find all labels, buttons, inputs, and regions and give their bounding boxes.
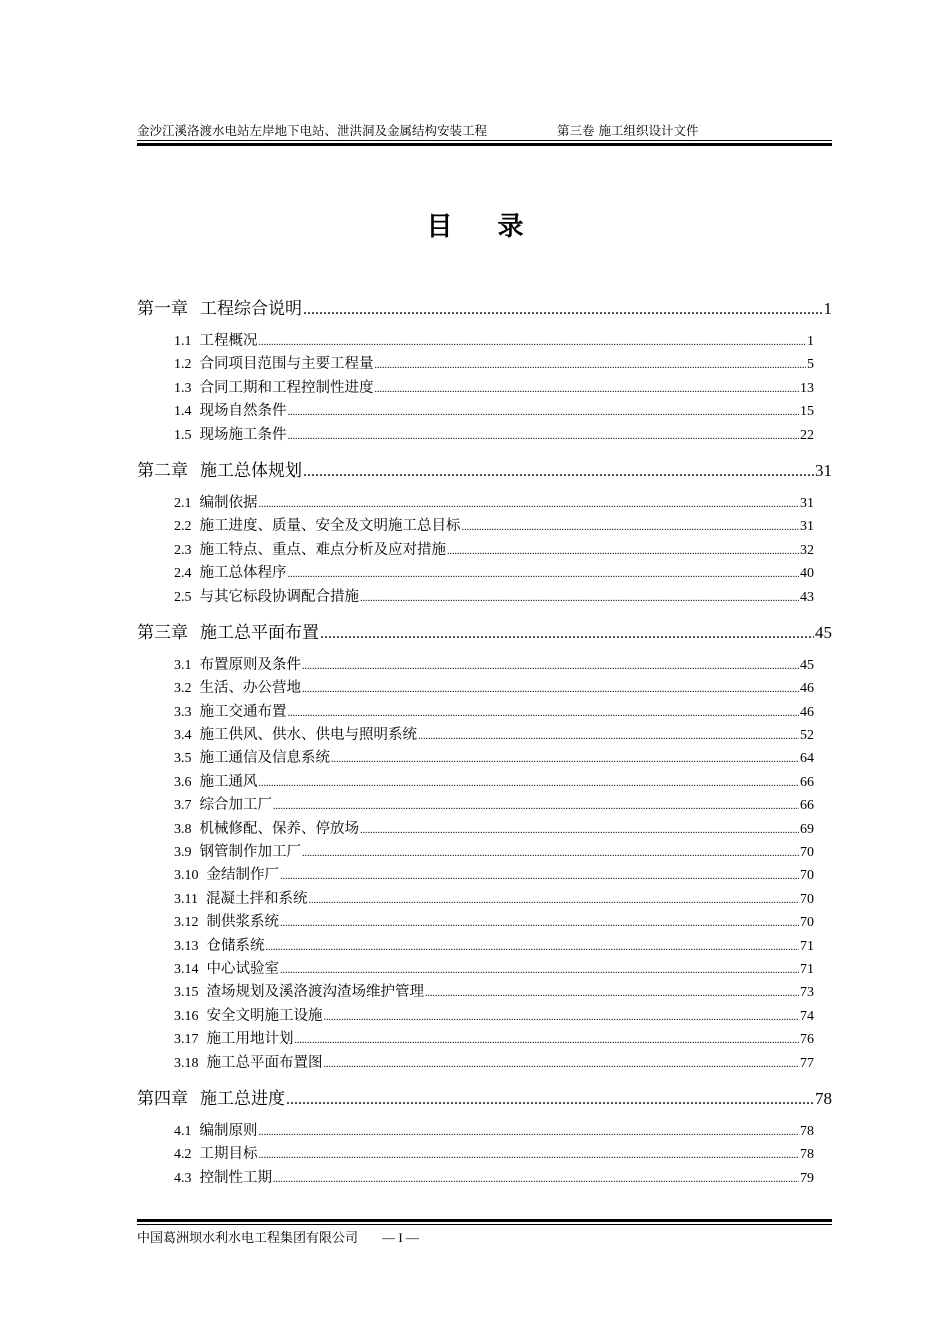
toc-section-number: 3.8 [174, 821, 192, 837]
header-project-title: 金沙江溪洛渡水电站左岸地下电站、泄洪洞及金属结构安装工程 [137, 123, 488, 138]
toc-section-number: 3.4 [174, 728, 192, 744]
toc-section-number: 4.1 [174, 1123, 192, 1139]
toc-section-label: 与其它标段协调配合措施 [199, 588, 359, 605]
toc-section-label: 施工通信及信息系统 [199, 750, 330, 767]
footer-rule-thin [137, 1224, 832, 1225]
toc-section-number: 3.5 [174, 751, 192, 767]
toc-section-label: 控制性工期 [199, 1169, 272, 1186]
toc-leader-dots [425, 988, 799, 999]
toc-section-number: 3.17 [174, 1032, 199, 1048]
toc-section-page: 79 [800, 1170, 814, 1186]
toc-section-label: 工期目标 [199, 1146, 258, 1163]
toc-section-page: 71 [800, 938, 814, 954]
toc-leader-dots [259, 1150, 800, 1161]
toc-leader-dots [320, 625, 814, 643]
toc-chapter-label: 施工总体规划 [200, 460, 302, 481]
toc-section-page: 74 [800, 1008, 814, 1024]
toc-leader-dots [375, 384, 800, 395]
toc-section-page: 73 [800, 985, 814, 1001]
toc-chapter-page: 45 [815, 622, 832, 642]
toc-section-entry[interactable] [137, 746, 832, 769]
toc-leader-dots [302, 684, 799, 695]
toc-section-entry[interactable] [137, 352, 832, 375]
toc-section-entry[interactable] [137, 1142, 832, 1165]
toc-section-entry[interactable] [137, 934, 832, 957]
toc-section-page: 13 [800, 380, 814, 396]
toc-section-number: 2.1 [174, 495, 192, 511]
toc-leader-dots [280, 918, 799, 929]
toc-section-page: 22 [800, 427, 814, 443]
toc-leader-dots [259, 778, 800, 789]
toc-section-page: 64 [800, 751, 814, 767]
toc-section-label: 编制依据 [199, 494, 258, 511]
toc-leader-dots [280, 965, 799, 976]
toc-leader-dots [286, 1091, 814, 1109]
toc-section-entry[interactable] [137, 514, 832, 537]
toc-section-label: 工程概况 [199, 333, 258, 349]
page-title: 目 录 [426, 212, 542, 242]
page-footer [137, 1227, 832, 1246]
toc-section-number: 3.11 [174, 891, 198, 907]
toc-section-label: 安全文明施工设施 [206, 1007, 323, 1024]
toc-section-entry[interactable] [137, 538, 832, 561]
toc-section-label: 合同工期和工程控制性进度 [199, 379, 374, 396]
toc-section-entry[interactable] [137, 585, 832, 608]
toc-section-number: 2.5 [174, 589, 192, 605]
toc-section-number: 3.13 [174, 938, 199, 954]
header-rule-thin [137, 140, 832, 141]
toc-section-label: 现场自然条件 [199, 403, 287, 420]
toc-chapter-page: 1 [823, 299, 832, 318]
toc-section-label: 现场施工条件 [199, 426, 287, 443]
toc-leader-dots [295, 1035, 800, 1046]
toc-section-number: 1.3 [174, 380, 192, 396]
toc-section-label: 合同项目范围与主要工程量 [199, 356, 374, 373]
toc-section-label: 施工供风、供水、供电与照明系统 [199, 727, 417, 744]
toc-section-label: 金结制作厂 [206, 867, 279, 884]
toc-leader-dots [273, 801, 799, 812]
page-header [137, 121, 832, 137]
toc-section-page: 46 [800, 681, 814, 697]
toc-leader-dots [288, 431, 800, 442]
toc-section-number: 3.3 [174, 704, 192, 720]
toc-section-page: 69 [800, 821, 814, 837]
toc-leader-dots [266, 942, 800, 953]
toc-section-page: 45 [800, 657, 814, 673]
toc-section-label: 中心试验室 [206, 960, 279, 977]
toc-leader-dots [308, 895, 799, 906]
toc-section-page: 46 [800, 704, 814, 720]
toc-section-label: 布置原则及条件 [199, 656, 301, 673]
toc-section-number: 3.7 [174, 798, 192, 814]
toc-section-entry[interactable] [137, 723, 832, 746]
toc-section-number: 2.2 [174, 519, 192, 535]
toc-section-page: 52 [800, 728, 814, 744]
toc-section-page: 66 [800, 774, 814, 790]
toc-chapter-spacer [137, 1189, 832, 1199]
toc-section-label: 综合加工厂 [199, 797, 272, 814]
toc-section-page: 70 [800, 845, 814, 861]
toc-section-entry[interactable] [137, 653, 832, 676]
toc-chapter-label: 施工总进度 [200, 1088, 285, 1109]
toc-section-entry[interactable] [137, 700, 832, 723]
toc-section-number: 4.3 [174, 1170, 192, 1186]
toc-section-label: 施工进度、质量、安全及文明施工总目标 [199, 518, 461, 535]
toc-section-number: 3.6 [174, 774, 192, 790]
header-rule-thick [137, 143, 832, 146]
toc-chapter-entry[interactable] [137, 618, 832, 642]
footer-page-number: — I — [382, 1230, 419, 1245]
toc-section-entry[interactable] [137, 887, 832, 910]
toc-section-page: 15 [800, 404, 814, 420]
toc-section-page: 32 [800, 542, 814, 558]
toc-section-number: 1.5 [174, 427, 192, 443]
toc-leader-dots [324, 1012, 800, 1023]
toc-section-entry[interactable] [137, 1051, 832, 1074]
toc-section-number: 1.4 [174, 404, 192, 420]
toc-section-entry[interactable] [137, 957, 832, 980]
toc-section-page: 31 [800, 519, 814, 535]
toc-section-label: 施工通风 [199, 773, 258, 790]
toc-section-page: 77 [800, 1055, 814, 1071]
toc-leader-dots [259, 1127, 800, 1138]
toc-section-number: 1.1 [174, 334, 192, 349]
toc-section-number: 3.9 [174, 845, 192, 861]
toc-section-number: 4.2 [174, 1147, 192, 1163]
toc-leader-dots [303, 301, 823, 319]
toc-section-label: 机械修配、保养、停放场 [199, 820, 359, 837]
footer-company: 中国葛洲坝水利水电工程集团有限公司 [137, 1231, 359, 1246]
toc-section-number: 3.10 [174, 868, 199, 884]
toc-section-entry[interactable] [137, 910, 832, 933]
toc-section-page: 71 [800, 961, 814, 977]
toc-section-entry[interactable] [137, 491, 832, 514]
toc-section-entry[interactable] [137, 793, 832, 816]
toc-leader-dots [375, 360, 807, 371]
toc-section-number: 3.2 [174, 681, 192, 697]
toc-section-entry[interactable] [137, 1119, 832, 1142]
toc-section-page: 70 [800, 915, 814, 931]
toc-section-page: 40 [800, 566, 814, 582]
toc-leader-dots [462, 522, 800, 533]
toc-leader-dots [331, 754, 799, 765]
toc-section-label: 钢管制作加工厂 [199, 844, 301, 861]
toc-leader-dots [288, 708, 800, 719]
toc-section-entry[interactable] [137, 770, 832, 793]
toc-chapter-number: 第三章 [137, 622, 188, 643]
toc-section-entry[interactable] [137, 561, 832, 584]
toc-section-number: 3.18 [174, 1055, 199, 1071]
header-volume-title: 第三卷 施工组织设计文件 [557, 123, 699, 138]
toc-section-number: 2.4 [174, 566, 192, 582]
toc-chapter-spacer [137, 608, 832, 618]
toc-chapter-spacer [137, 446, 832, 456]
toc-section-number: 2.3 [174, 542, 192, 558]
toc-section-number: 3.12 [174, 915, 199, 931]
toc-section-number: 3.1 [174, 657, 192, 673]
toc-section-number: 3.14 [174, 961, 199, 977]
toc-section-entry[interactable] [137, 423, 832, 446]
toc-section-entry[interactable] [137, 980, 832, 1003]
toc-chapter-number: 第一章 [137, 299, 188, 319]
toc-chapter-spacer [137, 1074, 832, 1084]
toc-section-number: 3.16 [174, 1008, 199, 1024]
toc-chapter-entry[interactable] [137, 1084, 832, 1108]
toc-section-label: 施工总体程序 [199, 565, 287, 582]
toc-section-page: 43 [800, 589, 814, 605]
toc-leader-dots [418, 731, 799, 742]
toc-chapter-number: 第四章 [137, 1088, 188, 1109]
toc-leader-dots [273, 1174, 799, 1185]
toc-chapter-entry[interactable] [137, 456, 832, 480]
toc-section-page: 1 [807, 334, 814, 349]
toc-chapter-number: 第二章 [137, 460, 188, 481]
toc-section-page: 70 [800, 868, 814, 884]
toc-section-label: 编制原则 [199, 1122, 258, 1139]
toc-leader-dots [302, 848, 799, 859]
toc-leader-dots [288, 569, 800, 580]
toc-section-entry[interactable] [137, 817, 832, 840]
toc-leader-dots [447, 546, 799, 557]
toc-section-entry[interactable] [137, 1027, 832, 1050]
toc-section-entry[interactable] [137, 863, 832, 886]
toc-section-page: 5 [807, 357, 814, 373]
toc-section-label: 施工用地计划 [206, 1031, 294, 1048]
table-of-contents [137, 294, 832, 1199]
toc-section-label: 混凝土拌和系统 [205, 890, 308, 907]
toc-section-label: 施工交通布置 [199, 703, 287, 720]
toc-section-entry[interactable] [137, 676, 832, 699]
toc-chapter-label: 施工总平面布置 [200, 622, 319, 643]
toc-section-number: 3.15 [174, 985, 199, 1001]
toc-section-label: 渣场规划及溪洛渡沟渣场维护管理 [206, 984, 424, 1001]
toc-leader-dots [360, 593, 799, 604]
toc-section-page: 78 [800, 1123, 814, 1139]
toc-section-page: 70 [800, 891, 814, 907]
toc-section-number: 1.2 [174, 357, 192, 373]
toc-leader-dots [288, 407, 800, 418]
toc-section-label: 制供浆系统 [206, 914, 279, 931]
toc-section-entry[interactable] [137, 376, 832, 399]
toc-chapter-entry[interactable] [137, 294, 832, 318]
toc-section-label: 生活、办公营地 [199, 680, 301, 697]
toc-leader-dots [360, 825, 799, 836]
toc-leader-dots [280, 871, 799, 882]
toc-section-page: 66 [800, 798, 814, 814]
toc-section-entry[interactable] [137, 399, 832, 422]
toc-section-page: 31 [800, 495, 814, 511]
toc-section-entry[interactable] [137, 840, 832, 863]
toc-section-entry[interactable] [137, 1004, 832, 1027]
toc-chapter-label: 工程综合说明 [200, 299, 302, 319]
toc-section-label: 施工总平面布置图 [206, 1054, 323, 1071]
toc-section-label: 仓储系统 [206, 937, 265, 954]
toc-section-page: 78 [800, 1147, 814, 1163]
toc-section-label: 施工特点、重点、难点分析及应对措施 [199, 541, 446, 558]
toc-leader-dots [259, 337, 807, 348]
toc-chapter-page: 78 [815, 1088, 832, 1108]
toc-leader-dots [259, 499, 800, 510]
toc-leader-dots [302, 661, 799, 672]
toc-leader-dots [303, 463, 814, 481]
footer-rule-thick [137, 1219, 832, 1222]
toc-section-entry[interactable] [137, 1166, 832, 1189]
toc-leader-dots [324, 1059, 800, 1070]
toc-chapter-page: 31 [815, 460, 832, 480]
toc-section-page: 76 [800, 1032, 814, 1048]
toc-section-entry[interactable] [137, 329, 832, 352]
